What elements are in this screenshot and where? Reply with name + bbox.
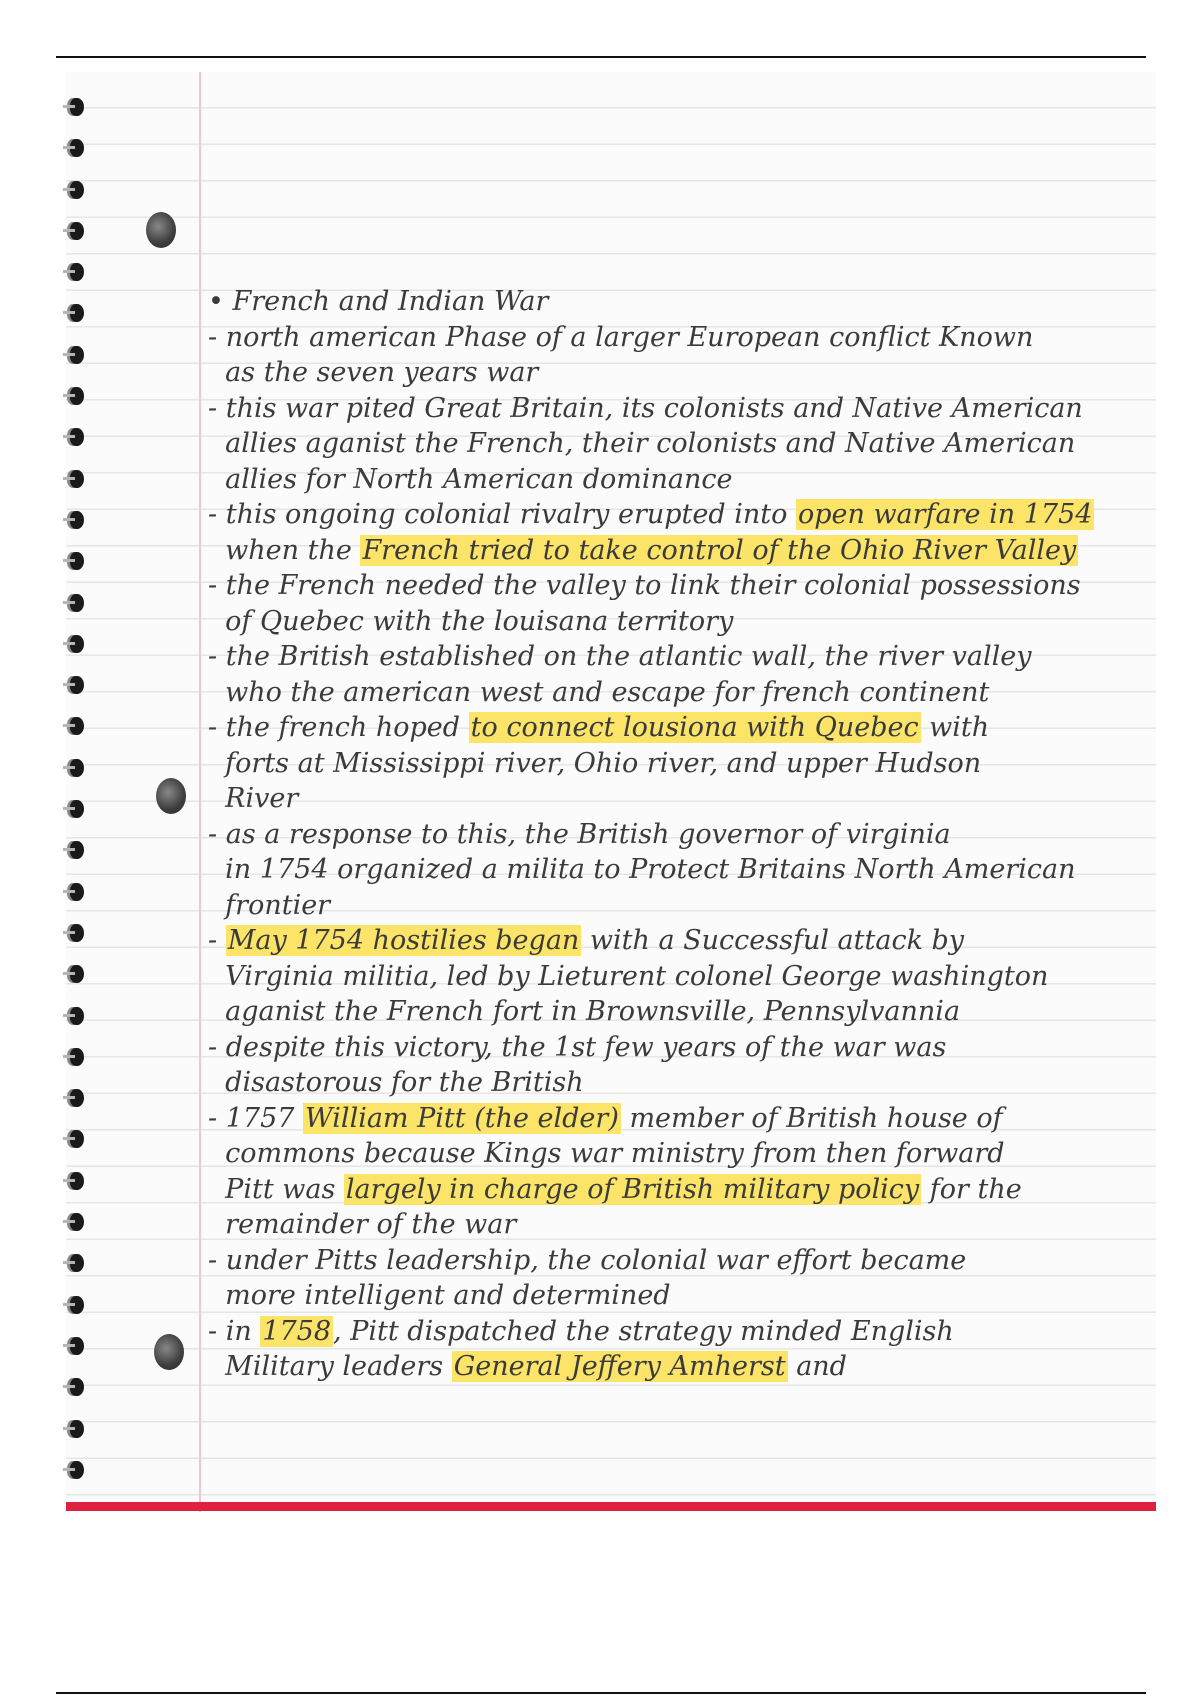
spiral-coil	[66, 296, 102, 337]
note-line: - the British established on the atlantic wall, the river valley	[208, 641, 1032, 672]
note-text: 1757	[225, 1102, 304, 1134]
note-line: - north american Phase of a larger European conflict Known	[208, 321, 1034, 353]
spiral-coil	[66, 379, 102, 420]
spiral-coil	[66, 957, 102, 998]
note-text: when the	[225, 534, 361, 566]
note-line: - the French needed the valley to link their colonial possessions	[208, 570, 1081, 601]
note-line	[208, 1136, 1148, 1172]
spiral-coil	[66, 1329, 102, 1370]
spiral-coil	[66, 1040, 102, 1081]
spiral-coil	[66, 1164, 102, 1205]
spiral-coil	[66, 420, 102, 461]
margin-line	[199, 72, 201, 1512]
note-line: - 1757 William Pitt (the elder) member of British house of	[208, 1102, 1003, 1134]
note-line: - this war pited Great Britain, its colonists and Native American	[208, 392, 1083, 424]
note-line: - under Pitts leadership, the colonial war effort became	[208, 1244, 967, 1276]
note-text: forts at Mississippi river, Ohio river, and upper Hudson	[225, 747, 982, 779]
note-text: member of British house of	[620, 1102, 1003, 1134]
note-line	[208, 888, 1148, 924]
note-text: French and Indian War	[232, 286, 549, 317]
highlighted-text: General Jeffery Amherst	[453, 1351, 786, 1382]
note-text: despite this victory, the 1st few years of the war was	[225, 1031, 947, 1063]
note-text: remainder of the war	[225, 1209, 517, 1240]
spiral-coil	[66, 544, 102, 585]
note-line	[208, 533, 1148, 569]
note-text: this war pited Great Britain, its colonists and Native American	[225, 392, 1083, 424]
spiral-coil	[66, 751, 102, 792]
note-text: the French needed the valley to link their colonial possessions	[225, 570, 1081, 601]
top-rule	[56, 56, 1146, 58]
page-bottom-band	[66, 1502, 1156, 1511]
spiral-coil	[66, 875, 102, 916]
note-text: for the	[921, 1173, 1022, 1205]
note-line	[208, 604, 1148, 640]
spiral-coil	[66, 833, 102, 874]
note-text: more intelligent and determined	[225, 1280, 671, 1311]
note-line	[208, 1349, 1148, 1385]
spiral-coil	[66, 1246, 102, 1287]
note-text: the British established on the atlantic wall, the river valley	[225, 641, 1032, 672]
spiral-coil	[66, 709, 102, 750]
note-line: - May 1754 hostilies began with a Successful attack by	[208, 925, 965, 956]
note-line	[208, 781, 1148, 817]
spiral-coil	[66, 792, 102, 833]
note-line	[208, 1065, 1148, 1101]
spiral-coil	[66, 214, 102, 255]
highlighted-text: open warfare in 1754	[797, 499, 1093, 530]
note-line	[208, 959, 1148, 995]
handwritten-notes	[208, 284, 1148, 1385]
note-text: as a response to this, the British governor of virginia	[225, 818, 951, 850]
spiral-coil	[66, 1081, 102, 1122]
spiral-coil	[66, 1122, 102, 1163]
note-text: Pitt was	[225, 1173, 344, 1205]
note-line: - as a response to this, the British governor of virginia	[208, 818, 951, 850]
note-heading: • French and Indian War	[208, 286, 549, 317]
spiral-coil	[66, 999, 102, 1040]
note-text: with	[920, 712, 990, 743]
spiral-coil	[66, 90, 102, 131]
note-text: allies for North American dominance	[225, 463, 733, 495]
note-text: River	[225, 783, 299, 814]
spiral-coil	[66, 627, 102, 668]
note-text: commons because Kings war ministry from then forward	[225, 1138, 1005, 1169]
note-text: Virginia militia, led by Lieturent colonel George washington	[225, 960, 1049, 992]
note-text: this ongoing colonial rivalry erupted into	[225, 499, 796, 530]
highlighted-text: largely in charge of British military policy	[345, 1173, 920, 1205]
note-text: Military leaders	[225, 1351, 452, 1382]
note-text: as the seven years war	[225, 357, 539, 388]
note-text: frontier	[225, 889, 331, 921]
note-text: disastorous for the British	[225, 1067, 584, 1098]
notebook-page	[66, 72, 1156, 1512]
note-line	[208, 462, 1148, 498]
spiral-coil	[66, 1412, 102, 1453]
spiral-coil	[66, 173, 102, 214]
highlighted-text: to connect lousiona with Quebec	[470, 712, 919, 743]
highlighted-text: William Pitt (the elder)	[305, 1102, 619, 1134]
note-text: under Pitts leadership, the colonial war effort became	[225, 1244, 967, 1276]
bottom-rule	[56, 1692, 1146, 1694]
note-line: - despite this victory, the 1st few years of the war was	[208, 1031, 947, 1063]
spiral-coil	[66, 1205, 102, 1246]
note-line	[208, 1278, 1148, 1314]
note-text: in 1754 organized a milita to Protect Britains North American	[225, 854, 1076, 885]
note-text: the french hoped	[225, 712, 469, 743]
note-line: - this ongoing colonial rivalry erupted into open warfare in 1754	[208, 499, 1093, 530]
spiral-binding	[66, 90, 102, 1494]
highlighted-text: May 1754 hostilies began	[227, 925, 580, 956]
spiral-coil	[66, 668, 102, 709]
punch-hole	[156, 778, 186, 814]
note-line	[208, 852, 1148, 888]
spiral-coil	[66, 1370, 102, 1411]
note-line: - the french hoped to connect lousiona with Quebec with	[208, 712, 990, 743]
note-line	[208, 1172, 1148, 1208]
note-text: and	[787, 1351, 847, 1382]
spiral-coil	[66, 916, 102, 957]
spiral-coil	[66, 255, 102, 296]
highlighted-text: 1758	[262, 1315, 332, 1347]
note-line	[208, 355, 1148, 391]
spiral-coil	[66, 1288, 102, 1329]
punch-hole	[154, 1334, 184, 1370]
spiral-coil	[66, 338, 102, 379]
note-line	[208, 746, 1148, 782]
spiral-coil	[66, 462, 102, 503]
spiral-coil	[66, 131, 102, 172]
note-text: who the american west and escape for french continent	[225, 676, 990, 708]
note-text: aganist the French fort in Brownsville, Pennsylvannia	[225, 996, 961, 1027]
note-line	[208, 994, 1148, 1030]
spiral-coil	[66, 586, 102, 627]
highlighted-text: French tried to take control of the Ohio River Valley	[362, 534, 1077, 566]
note-text: in	[225, 1315, 261, 1347]
note-text: , Pitt dispatched the strategy minded English	[333, 1315, 954, 1347]
note-line	[208, 675, 1148, 711]
note-line	[208, 1207, 1148, 1243]
note-text: of Quebec with the louisana territory	[225, 605, 734, 637]
punch-hole	[146, 212, 176, 248]
note-line: - in 1758, Pitt dispatched the strategy minded English	[208, 1315, 954, 1347]
note-text: allies aganist the French, their colonists and Native American	[225, 428, 1076, 459]
spiral-coil	[66, 1453, 102, 1494]
spiral-coil	[66, 503, 102, 544]
note-line	[208, 426, 1148, 462]
note-text: with a Successful attack by	[581, 925, 965, 956]
note-text: north american Phase of a larger European conflict Known	[225, 321, 1034, 353]
